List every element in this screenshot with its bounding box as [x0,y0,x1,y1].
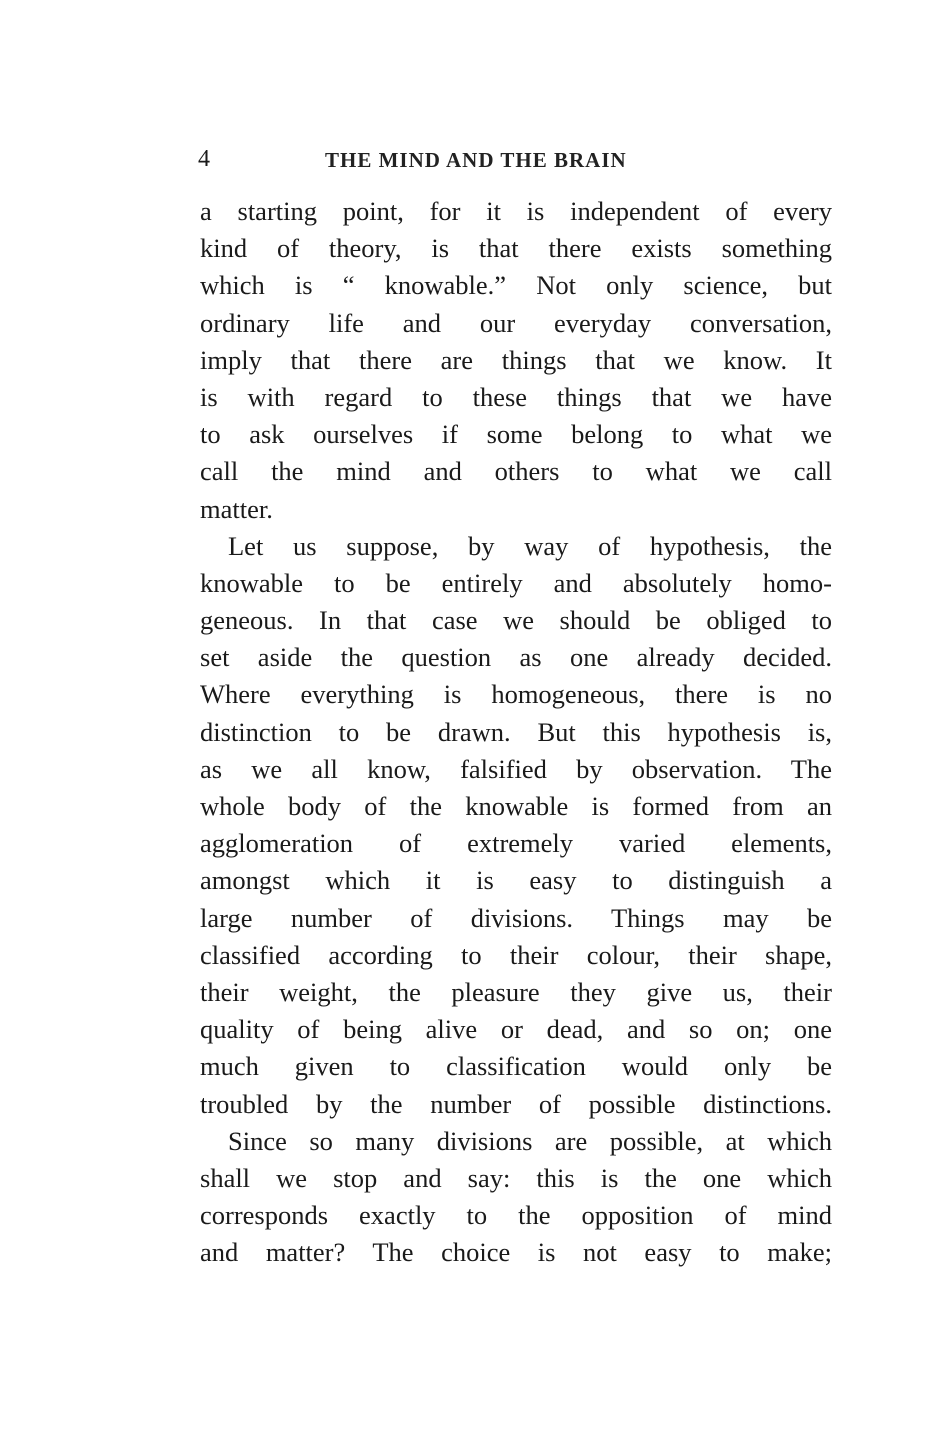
text-line: is with regard to these things that we have [200,381,832,412]
text-line: and matter? The choice is not easy to make; [200,1237,832,1268]
text-line: imply that there are things that we know. It [200,344,832,375]
text-line: large number of divisions. Things may be [200,902,832,933]
text-line: their weight, the pleasure they give us, their [200,976,832,1007]
text-line: corresponds exactly to the opposition of mind [200,1200,832,1231]
text-line: set aside the question as one already decided. [200,642,832,673]
text-line: amongst which it is easy to distinguish a [200,865,832,896]
text-line: much given to classification would only be [200,1051,832,1082]
text-line: ordinary life and our everyday conversation, [200,307,832,338]
text-line: kind of theory, is that there exists something [200,233,832,264]
text-line: whole body of the knowable is formed from an [200,791,832,821]
text-line: Let us suppose, by way of hypothesis, the [228,530,832,561]
text-line: troubled by the number of possible distinctions. [200,1088,832,1119]
text-line: geneous. In that case we should be obliged to [200,605,832,636]
text-line: a starting point, for it is independent of every [200,196,832,226]
text-line: agglomeration of extremely varied elements, [200,828,832,859]
text-line: knowable to be entirely and absolutely homo- [200,567,832,598]
text-line: as we all know, falsified by observation. The [200,753,832,784]
text-line: distinction to be drawn. But this hypothesis is, [200,716,832,747]
text-line: which is “ knowable.” Not only science, but [200,270,832,301]
text-line: shall we stop and say: this is the one which [200,1162,832,1193]
text-line: Where everything is homogeneous, there is no [200,679,832,710]
running-title: THE MIND AND THE BRAIN [325,148,627,172]
page-number: 4 [198,146,210,172]
text-line: to ask ourselves if some belong to what we [200,419,832,450]
text-line: quality of being alive or dead, and so on; one [200,1014,832,1045]
text-line: Since so many divisions are possible, at which [228,1125,832,1156]
text-line: call the mind and others to what we call [200,456,832,487]
text-line: matter. [200,493,273,524]
text-line: classified according to their colour, their shape, [200,939,832,970]
body-text [200,193,832,1271]
